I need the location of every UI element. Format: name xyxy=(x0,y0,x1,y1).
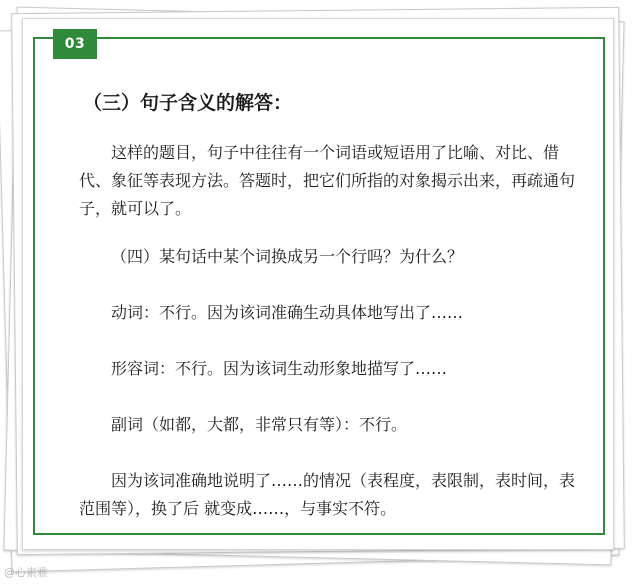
section-heading: （三）句子含义的解答： xyxy=(83,92,293,114)
paragraph-question: （四）某句话中某个词换成另一个行吗？为什么？ xyxy=(111,247,464,266)
paragraph-adjective: 形容词：不行。因为该词生动形象地描写了…… xyxy=(111,359,448,378)
watermark: @心素雅 xyxy=(4,566,48,579)
section-number-badge: 03 xyxy=(53,29,97,59)
paragraph-explanation: 这样的题目，句子中往往有一个词语或短语用了比喻、对比、借代、象征等表现方法。答题时，把它们所指的对象揭示出来，再疏通句子，就可以了。 xyxy=(79,143,576,218)
note-card xyxy=(22,18,614,550)
card-content xyxy=(79,89,579,523)
paragraph-verb: 动词：不行。因为该词准确生动具体地写出了…… xyxy=(111,303,464,322)
paragraph-adverb: 副词（如都，大都，非常只有等）：不行。 xyxy=(111,415,408,434)
paragraph-reason: 因为该词准确地说明了……的情况（表程度，表限制，表时间，表范围等），换了后 就变成……，与事实不符。 xyxy=(79,471,576,518)
